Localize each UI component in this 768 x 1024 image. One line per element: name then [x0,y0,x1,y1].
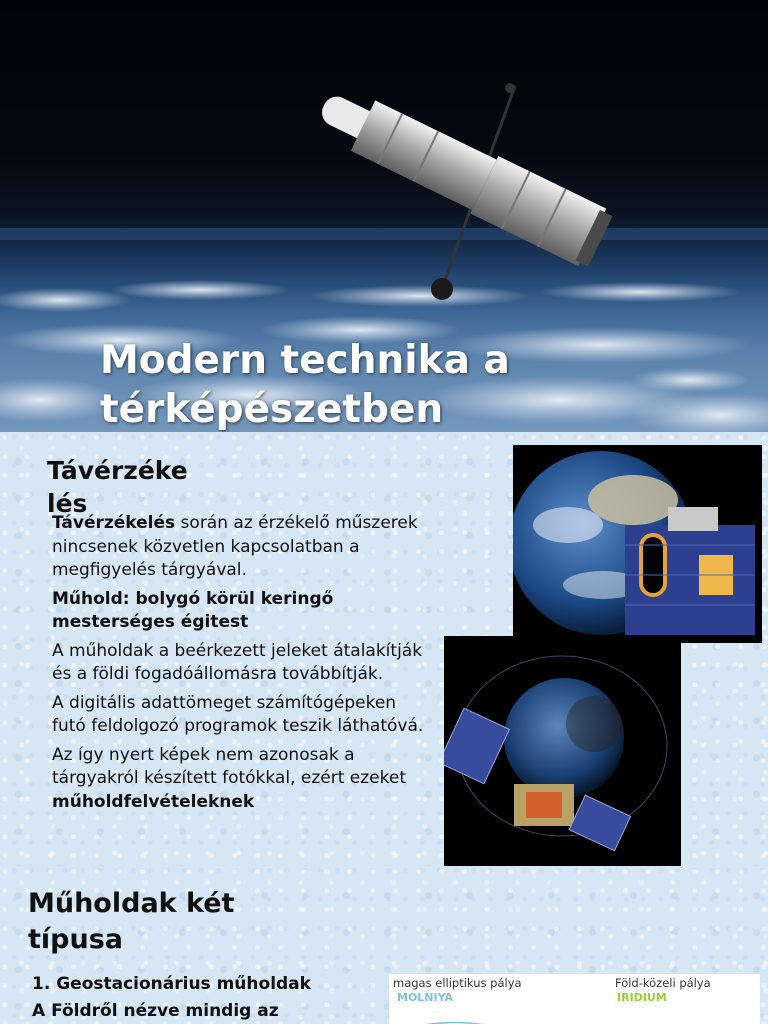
heading-line-2: típusa [28,924,124,955]
title-line-1: Modern technika a [100,338,510,383]
heading-line-1: Távérzéke [47,456,188,485]
satellites-orbit-image [444,636,681,866]
label-low-earth-orbit: Föld-közeli pálya [615,976,711,990]
satellite-definition: Műhold: bolygó körül keringő mesterséges égitest [52,588,334,632]
definition-text: során az érzékelő műszerek nincsenek közvetlen kapcsolatban a megfigyelés tárgyával. [52,513,418,580]
paragraph-definition [52,512,432,583]
term-bold: Távérzékelés [52,513,176,533]
label-elliptical-orbit: magas elliptikus pálya [393,976,522,990]
slide-heading [28,886,288,958]
heading-line-1: Műholdak két [28,888,235,919]
slide-heading [47,454,227,520]
presentation-title [100,336,510,432]
satellite-types-slide [0,866,768,1024]
earth-satellite-image [513,445,762,643]
orbit-curves [389,974,760,1024]
list-item-description: A Földről nézve mindig az [32,1001,279,1021]
title-slide [0,0,768,432]
images-text: Az így nyert képek nem azonosak a tárgyakról készített fotókkal, ezért ezeket [52,744,406,788]
title-line-2: térképészetben [100,387,444,432]
label-iridium: IRIDIUM [617,991,667,1004]
paragraph-processing: A digitális adattömeget számítógépeken futó feldolgozó programok teszik láthatóvá. [52,692,424,736]
slide-body-text [52,512,432,819]
images-term: műholdfelvételeknek [52,791,255,812]
satellite-types-list [32,971,372,1024]
label-molniya: MOLNIYA [397,991,454,1004]
orbit-types-diagram [389,974,760,1024]
remote-sensing-slide [0,432,768,866]
heading-line-2: lés [47,489,88,518]
paragraph-images [52,744,432,815]
list-item-geostationary: 1. Geostacionárius műholdak [32,974,311,994]
paragraph-satellite [52,588,432,635]
paragraph-signals: A műholdak a beérkezett jeleket átalakítják és a földi fogadóállomásra továbbítják. [52,640,423,684]
